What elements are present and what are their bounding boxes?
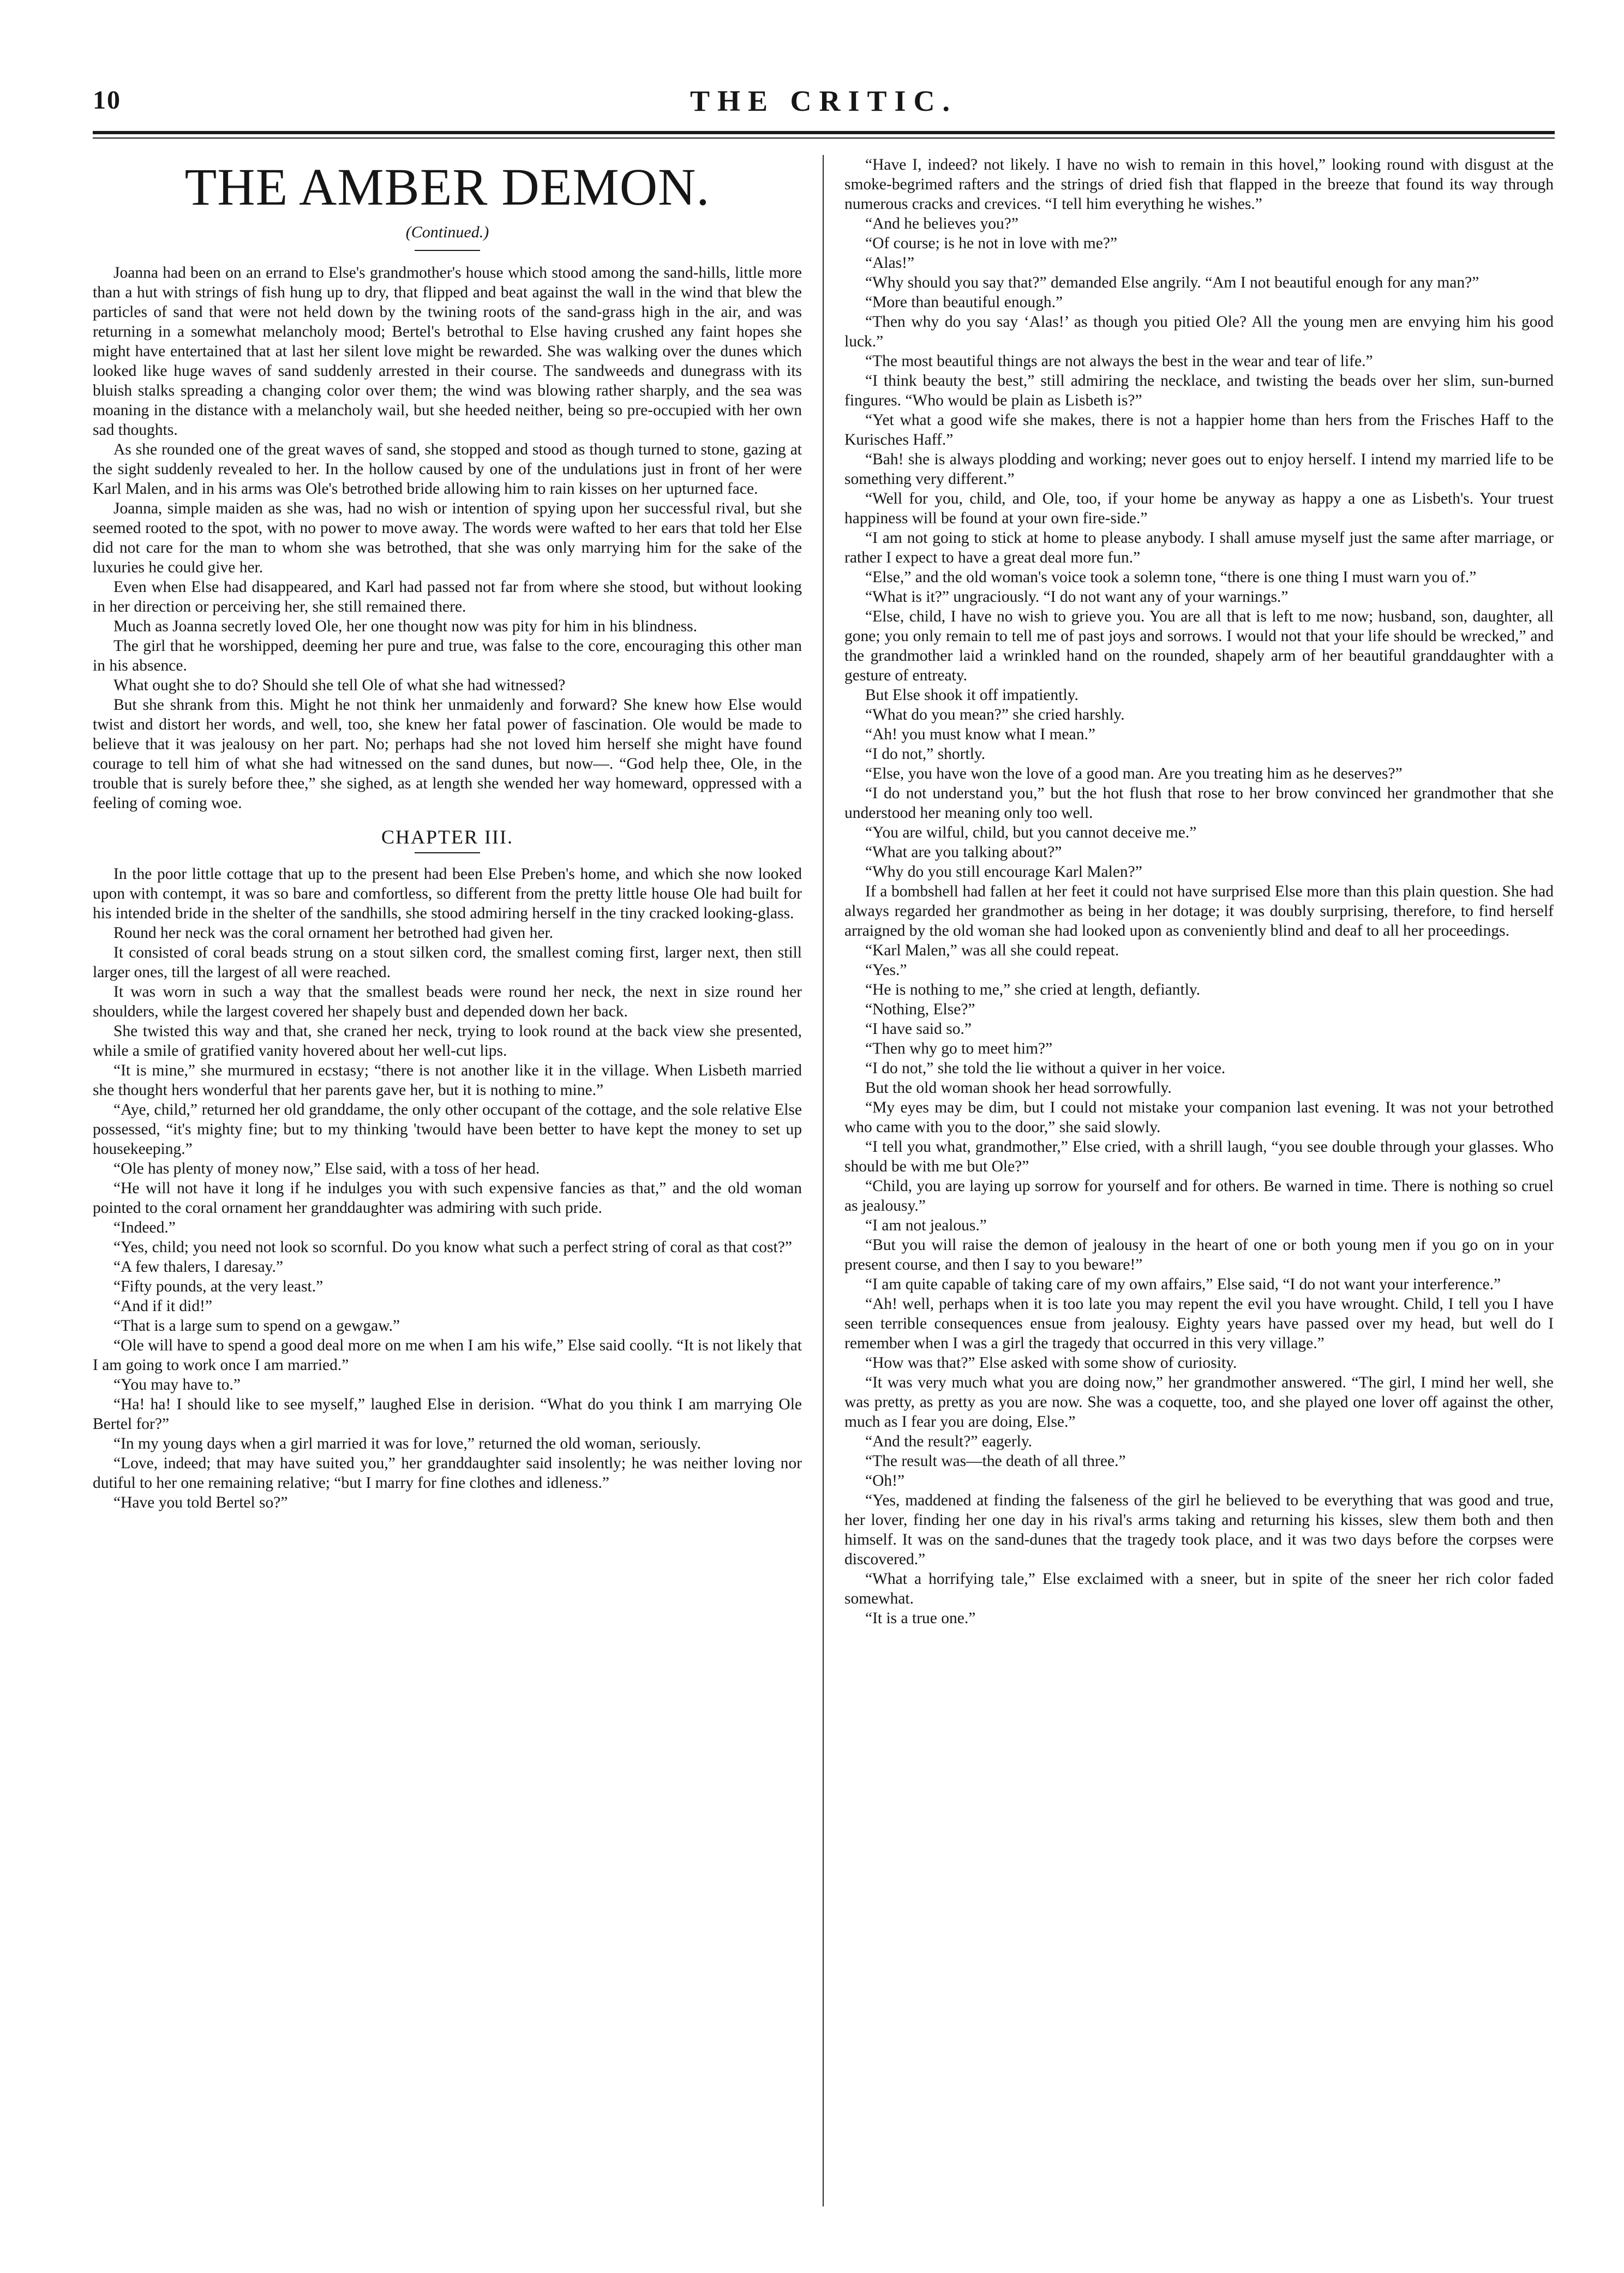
newspaper-page — [93, 82, 1555, 2242]
right-text-block — [844, 155, 1554, 1628]
paragraph: “Karl Malen,” was all she could repeat. — [865, 942, 1119, 959]
paragraph: But Else shook it off impatiently. — [865, 686, 1078, 704]
paragraph: “He is nothing to me,” she cried at length, defiantly. — [865, 981, 1201, 998]
paragraph: “He will not have it long if he indulges you with such expensive fancies as that,” and the old woman pointed to the coral ornament her granddaughter was admiring with such pride. — [93, 1180, 802, 1217]
paragraph: “Ha! ha! I should like to see myself,” laughed Else in derision. “What do you think I am marrying Ole Bertel for?” — [93, 1396, 802, 1433]
paragraph: “I do not understand you,” but the hot flush that rose to her brow convinced her grandmother that she understood her meaning only too well. — [844, 785, 1554, 822]
paragraph: “It is a true one.” — [865, 1610, 976, 1627]
paragraph: “I tell you what, grandmother,” Else cried, with a shrill laugh, “you see double through your glasses. Who should be with me but Ole?” — [844, 1138, 1554, 1175]
paragraph: “It was very much what you are doing now,” her grandmother answered. “The girl, I mind her well, she was pretty, as pretty as you are now. She was a coquette, too, and she played one lover off against the other, much as I fear you are doing, Else.” — [844, 1374, 1554, 1431]
paragraph: Joanna had been on an errand to Else's grandmother's house which stood among the sand-hills, little more than a hut with strings of fish hung up to dry, that flipped and beat against the wall in the wind that blew the particles of sand that were not held down by the twining roots of the sand-grass high in the air, and was returning in a somewhat melancholy mood; Bertel's betrothal to Else having crushed any faint hopes she might have entertained that at last her silent love might be rewarded. She was walking over the dunes which looked like huge waves of sand suddenly arrested in their course. The sandweeds and dunegrass with its bluish stalks spreading a changing color over them; the wind was blowing rather sharply, and the sea was moaning in the distance with a melancholy wail, but she heeded neither, being so pre-occupied with her own sad thoughts. — [93, 264, 802, 439]
paragraph: “Ole has plenty of money now,” Else said, with a toss of her head. — [113, 1160, 540, 1177]
paragraph: “I do not,” she told the lie without a quiver in her voice. — [865, 1060, 1226, 1077]
paragraph: “I think beauty the best,” still admiring the necklace, and twisting the beads over her slim, sun-burned fingures. “Who would be plain as Lisbeth is?” — [844, 372, 1554, 409]
paragraph: “Alas!” — [865, 254, 915, 272]
title-divider — [415, 250, 480, 251]
paragraph: What ought she to do? Should she tell Ole of what she had witnessed? — [113, 677, 566, 694]
paragraph: “Aye, child,” returned her old granddame, the only other occupant of the cottage, and the sole relative Else possessed, “it's mighty fine; but to my thinking 'twould have been better to have kept the money to set up housekeeping.” — [93, 1101, 802, 1158]
paragraph: “And the result?” eagerly. — [865, 1433, 1033, 1450]
paragraph: “Fifty pounds, at the very least.” — [113, 1278, 323, 1295]
paragraph: “In my young days when a girl married it was for love,” returned the old woman, seriously. — [113, 1435, 702, 1452]
paragraph: In the poor little cottage that up to the present had been Else Preben's home, and which she now looked upon with contempt, it was so bare and comfortless, so different from the pretty little house Ole had built for his intended bride in the shelter of the sandhills, she stood admiring herself in the tiny cracked looking-glass. — [93, 865, 802, 922]
continued-note: (Continued.) — [405, 223, 489, 241]
paragraph: “Oh!” — [865, 1472, 905, 1490]
paragraph: “What a horrifying tale,” Else exclaimed with a sneer, but in spite of the sneer her rich color faded somewhat. — [844, 1570, 1554, 1607]
paragraph: “You are wilful, child, but you cannot deceive me.” — [865, 824, 1197, 841]
paragraph: “Why do you still encourage Karl Malen?” — [865, 863, 1142, 881]
paragraph: Much as Joanna secretly loved Ole, her one thought now was pity for him in his blindness. — [113, 618, 698, 635]
paragraph: “But you will raise the demon of jealousy in the heart of one or both young men if you go on in your present course, and then I say to you beware!” — [844, 1236, 1554, 1273]
paragraph: “I am not going to stick at home to please anybody. I shall amuse myself just the same after marriage, or rather I expect to have a great deal more fun.” — [844, 529, 1554, 566]
paragraph: “The most beautiful things are not always the best in the wear and tear of life.” — [865, 352, 1373, 370]
paragraph: “Ah! well, perhaps when it is too late you may repent the evil you have wrought. Child, I tell you I have seen terrible consequences ensue from jealousy. Eighty years have passed over my head, but well do I remember when I was a girl the tragedy that occurred in this very village.” — [844, 1295, 1554, 1352]
paragraph: “A few thalers, I daresay.” — [113, 1258, 283, 1276]
paragraph: “Child, you are laying up sorrow for yourself and for others. Be warned in time. There is nothing so cruel as jealousy.” — [844, 1177, 1554, 1215]
paragraph: “It is mine,” she murmured in ecstasy; “there is not another like it in the village. When Lisbeth married she thought hers wonderful that her parents gave her, but it is nothing to mine.” — [93, 1062, 802, 1099]
paragraph: Joanna, simple maiden as she was, had no wish or intention of spying upon her successful rival, but she seemed rooted to the spot, with no power to move away. The words were wafted to her ears that told her Else did not care for the man to whom she was betrothed, that she was only marrying him for the sake of the luxuries he could give her. — [93, 500, 802, 576]
chapter-divider — [415, 852, 480, 853]
paragraph: As she rounded one of the great waves of sand, she stopped and stood as though turned to stone, gazing at the sight suddenly revealed to her. In the hollow caused by one of the undulations just in front of her were Karl Malen, and in his arms was Ole's betrothed bride allowing him to rain kisses on her upturned face. — [93, 441, 802, 498]
paragraph: “I do not,” shortly. — [865, 745, 986, 763]
paragraph: “More than beautiful enough.” — [865, 294, 1063, 311]
left-column — [93, 155, 823, 2206]
paragraph: “Else, you have won the love of a good man. Are you treating him as he deserves?” — [865, 765, 1403, 782]
paragraph: “I am not jealous.” — [865, 1217, 987, 1234]
header-rule-thin — [93, 137, 1555, 139]
article-columns — [93, 155, 1555, 2206]
right-column — [824, 155, 1554, 2206]
paragraph: “Nothing, Else?” — [865, 1001, 975, 1018]
paragraph: “Else,” and the old woman's voice took a solemn tone, “there is one thing I must warn you of.” — [865, 569, 1477, 586]
paragraph: It was worn in such a way that the smallest beads were round her neck, the next in size round her shoulders, while the largest covered her shapely bust and depended down her back. — [93, 983, 802, 1020]
paragraph: “And he believes you?” — [865, 215, 1018, 232]
paragraph: “Well for you, child, and Ole, too, if your home be anyway as happy a one as Lisbeth's. Your truest happiness will be found at your own fire-side.” — [844, 490, 1554, 527]
paragraph: “Ah! you must know what I mean.” — [865, 726, 1095, 743]
paragraph: “Indeed.” — [113, 1219, 176, 1236]
paragraph: “Then why go to meet him?” — [865, 1040, 1053, 1057]
paragraph: “And if it did!” — [113, 1297, 213, 1315]
paragraph: “How was that?” Else asked with some show of curiosity. — [865, 1354, 1237, 1372]
paragraph: “The result was—the death of all three.” — [865, 1452, 1126, 1470]
paragraph: Even when Else had disappeared, and Karl had passed not far from where she stood, but without looking in her direction or perceiving her, she still remained there. — [93, 578, 802, 615]
paragraph: “Else, child, I have no wish to grieve you. You are all that is left to me now; husband, son, daughter, all gone; you only remain to tell me of past joys and sorrows. I would not that your life should be wrecked,” and the grandmother laid a wrinkled hand on the rounded, shapely arm of her beautiful granddaughter with a gesture of entreaty. — [844, 608, 1554, 684]
paragraph: “Yes, child; you need not look so scornful. Do you know what such a perfect string of coral as that cost?” — [113, 1239, 792, 1256]
paragraph: “Yes, maddened at finding the falseness of the girl he believed to be everything that was good and true, her lover, finding her one day in his rival's arms taking and returning his kisses, slew them both and then himself. It was on the sand-dunes that the tragedy took place, and it was two days before the corpses were discovered.” — [844, 1492, 1554, 1568]
paragraph: It consisted of coral beads strung on a stout silken cord, the smallest coming first, larger next, then still larger ones, till the largest of all were reached. — [93, 944, 802, 981]
paragraph: “My eyes may be dim, but I could not mistake your companion last evening. It was not your betrothed who came with you to the door,” she said slowly. — [844, 1099, 1554, 1136]
paragraph: She twisted this way and that, she craned her neck, trying to look round at the back view she presented, while a smile of gratified vanity hovered about her well-cut lips. — [93, 1022, 802, 1060]
paragraph: “Yet what a good wife she makes, there is not a happier home than hers from the Frisches Haff to the Kurisches Haff.” — [844, 411, 1554, 448]
paragraph: “You may have to.” — [113, 1376, 241, 1393]
paragraph: “What is it?” ungraciously. “I do not want any of your warnings.” — [865, 588, 1289, 606]
header-rule-thick — [93, 131, 1555, 134]
paragraph: “Why should you say that?” demanded Else angrily. “Am I not beautiful enough for any man?” — [865, 274, 1479, 291]
page-number: 10 — [93, 86, 121, 115]
paragraph: “Have you told Bertel so?” — [113, 1494, 288, 1511]
chapter-heading: CHAPTER III. — [381, 826, 513, 848]
paragraph: The girl that he worshipped, deeming her pure and true, was false to the core, encouraging this other man in his absence. — [93, 637, 802, 674]
story-title: THE AMBER DEMON. — [184, 158, 710, 216]
paragraph: “Bah! she is always plodding and working; never goes out to enjoy herself. I intend my married life to be something very different.” — [844, 451, 1554, 488]
paragraph: “Yes.” — [865, 961, 907, 979]
paragraph: “That is a large sum to spend on a gewgaw.” — [113, 1317, 400, 1335]
paragraph: If a bombshell had fallen at her feet it could not have surprised Else more than this plain question. She had always regarded her grandmother as being in her dotage; it was doubly surprising, therefore, to find herself arraigned by the old woman she had looked upon as conveniently blind and deaf to all her proceedings. — [844, 883, 1554, 940]
paragraph: “Then why do you say ‘Alas!’ as though you pitied Ole? All the young men are envying him his good luck.” — [844, 313, 1554, 350]
paragraph: “What are you talking about?” — [865, 844, 1062, 861]
paragraph: “Love, indeed; that may have suited you,” her granddaughter said insolently; he was neither loving nor dutiful to her one remaining relative; “but I marry for fine clothes and idleness.” — [93, 1455, 802, 1492]
paragraph: “I am quite capable of taking care of my own affairs,” Else said, “I do not want your interference.” — [865, 1276, 1501, 1293]
paragraph: “I have said so.” — [865, 1020, 972, 1038]
paragraph: “What do you mean?” she cried harshly. — [865, 706, 1125, 723]
masthead — [93, 82, 1555, 129]
paragraph: Round her neck was the coral ornament her betrothed had given her. — [113, 924, 554, 942]
paragraph: “Have I, indeed? not likely. I have no wish to remain in this hovel,” looking round with disgust at the smoke-begrimed rafters and the strings of dried fish that flapped in the breeze that found its way through numerous cracks and crevices. “I tell him everything he wishes.” — [844, 156, 1554, 213]
paragraph: “Of course; is he not in love with me?” — [865, 235, 1118, 252]
left-text-block — [93, 263, 802, 813]
paragraph: But she shrank from this. Might he not think her unmaidenly and forward? She knew how Else would twist and distort her words, and well, too, she knew her fatal power of fascination. Ole would be made to believe that it was jealousy on her part. No; perhaps had she not loved him herself she might have found courage to tell him of what she had witnessed on the sand dunes, but now—. “God help thee, Ole, in the trouble that is surely before thee,” she sighed, as at length she wended her way homeward, oppressed with a feeling of coming woe. — [93, 696, 802, 812]
paragraph: But the old woman shook her head sorrowfully. — [865, 1079, 1172, 1097]
journal-title: THE CRITIC. — [690, 85, 958, 117]
left-chapter-text-block — [93, 864, 802, 1512]
paragraph: “Ole will have to spend a good deal more on me when I am his wife,” Else said coolly. “It is not likely that I am going to work once I am married.” — [93, 1337, 802, 1374]
